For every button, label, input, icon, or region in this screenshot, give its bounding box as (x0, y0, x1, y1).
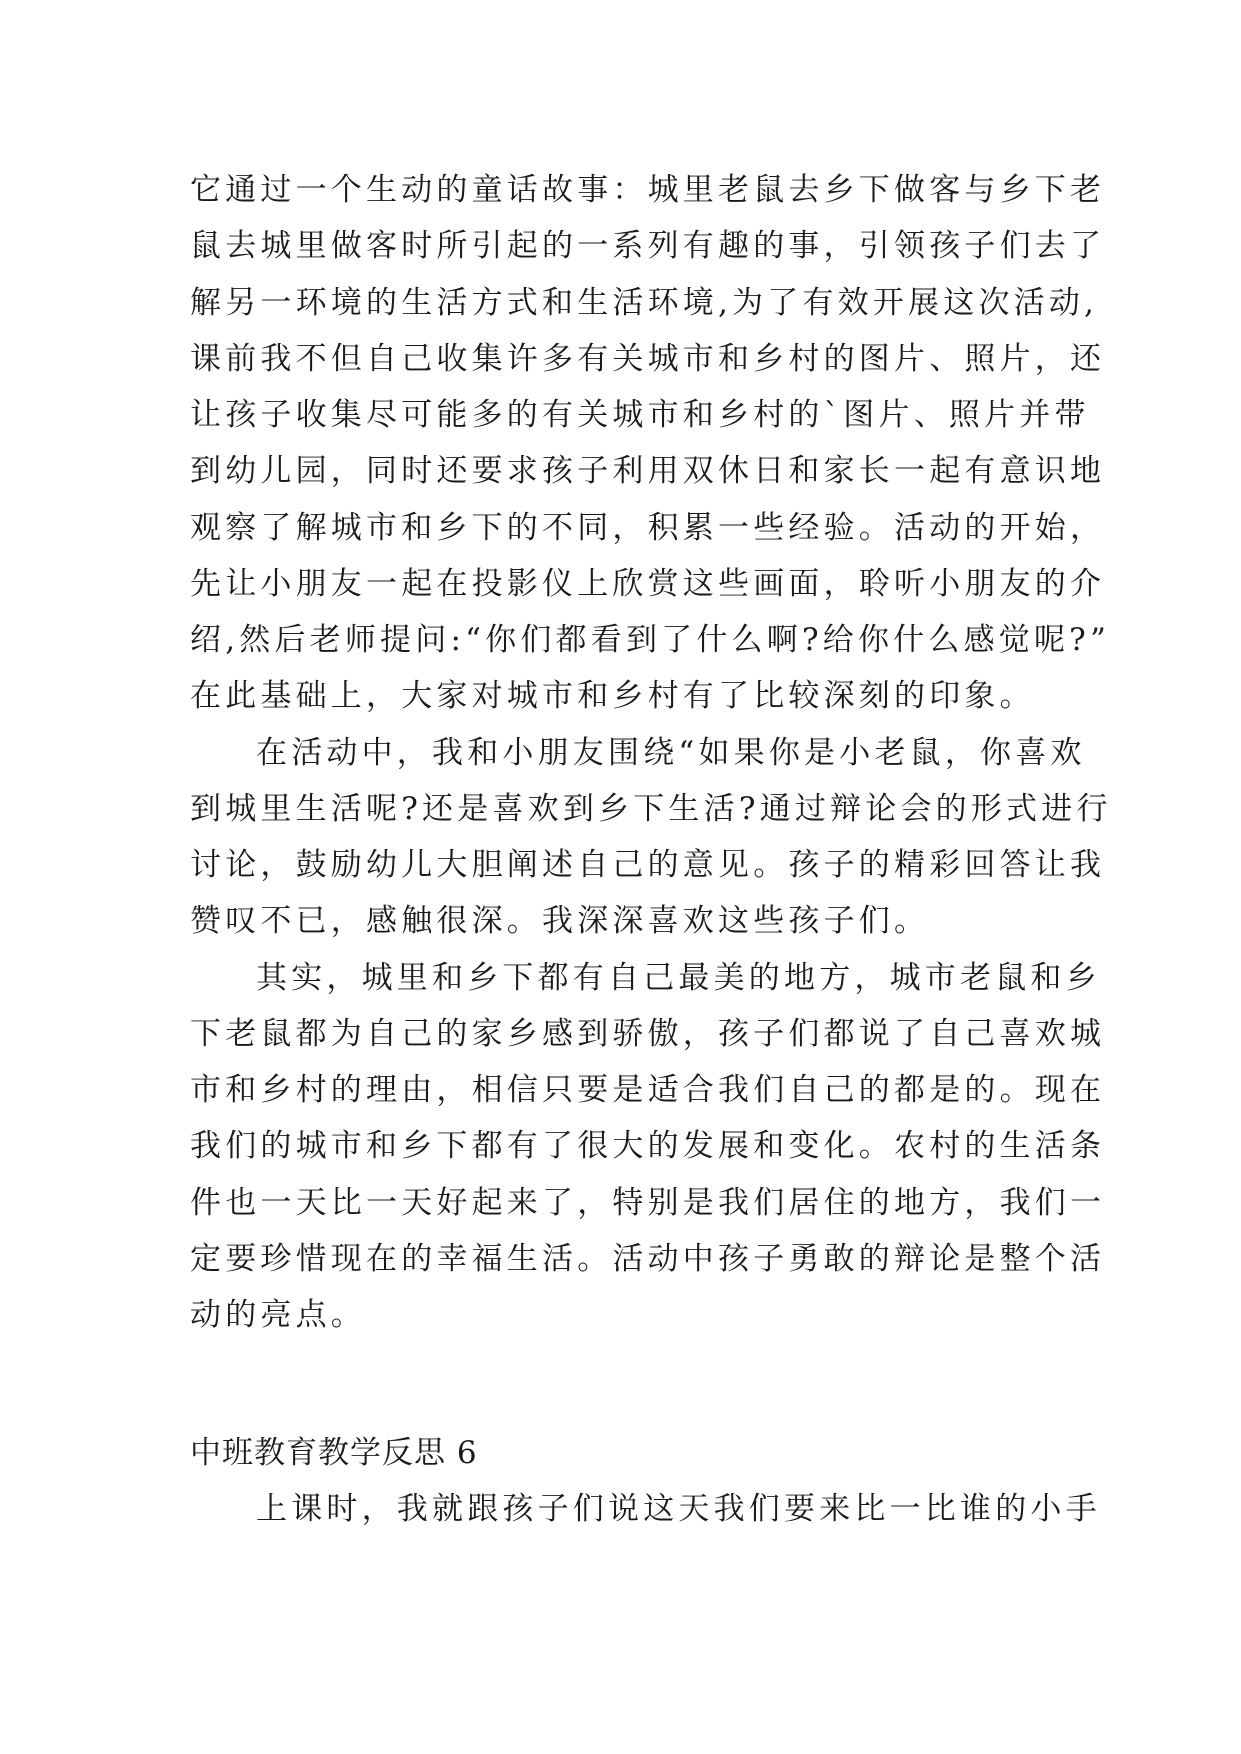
paragraph-line: 在活动中，我和小朋友围绕“如果你是小老鼠，你喜欢 (256, 735, 1086, 771)
paragraph-line: 到城里生活呢?还是喜欢到乡下生活?通过辩论会的形式进行 (190, 791, 1112, 827)
paragraph-line: 其实，城里和乡下都有自己最美的地方，城市老鼠和乡 (256, 960, 1101, 996)
paragraph-line: 先让小朋友一起在投影仪上欣赏这些画面，聆听小朋友的介 (190, 566, 1106, 602)
paragraph-line: 定要珍惜现在的幸福生活。活动中孩子勇敢的辩论是整个活 (190, 1241, 1106, 1277)
paragraph-line: 到幼儿园，同时还要求孩子利用双休日和家长一起有意识地 (190, 453, 1106, 489)
paragraph-line: 让孩子收集尽可能多的有关城市和乡村的`图片、照片并带 (190, 397, 1090, 433)
paragraph-line: 讨论，鼓励幼儿大胆阐述自己的意见。孩子的精彩回答让我 (190, 847, 1106, 883)
paragraph-line: 绍,然后老师提问:“你们都看到了什么啊?给你什么感觉呢?” (190, 622, 1111, 658)
paragraph-line: 上课时，我就跟孩子们说这天我们要来比一比谁的小手 (256, 1491, 1101, 1527)
paragraph-line: 赞叹不已，感触很深。我深深喜欢这些孩子们。 (190, 903, 930, 939)
paragraph-line: 在此基础上，大家对城市和乡村有了比较深刻的印象。 (190, 678, 1035, 714)
section-heading: 中班教育教学反思 6 (190, 1435, 478, 1471)
paragraph-line: 我们的城市和乡下都有了很大的发展和变化。农村的生活条 (190, 1128, 1106, 1164)
paragraph-line: 市和乡村的理由，相信只要是适合我们自己的都是的。现在 (190, 1072, 1106, 1108)
paragraph-line: 件也一天比一天好起来了，特别是我们居住的地方，我们一 (190, 1185, 1106, 1221)
paragraph-line: 它通过一个生动的童话故事：城里老鼠去乡下做客与乡下老 (190, 172, 1106, 208)
paragraph-line: 动的亮点。 (190, 1297, 366, 1333)
paragraph-line: 下老鼠都为自己的家乡感到骄傲，孩子们都说了自己喜欢城 (190, 1016, 1106, 1052)
paragraph-line: 观察了解城市和乡下的不同，积累一些经验。活动的开始， (190, 510, 1106, 546)
paragraph-line: 课前我不但自己收集许多有关城市和乡村的图片、照片，还 (190, 341, 1106, 377)
paragraph-line: 解另一环境的生活方式和生活环境,为了有效开展这次活动, (190, 285, 1099, 321)
paragraph-line: 鼠去城里做客时所引起的一系列有趣的事，引领孩子们去了 (190, 228, 1106, 264)
